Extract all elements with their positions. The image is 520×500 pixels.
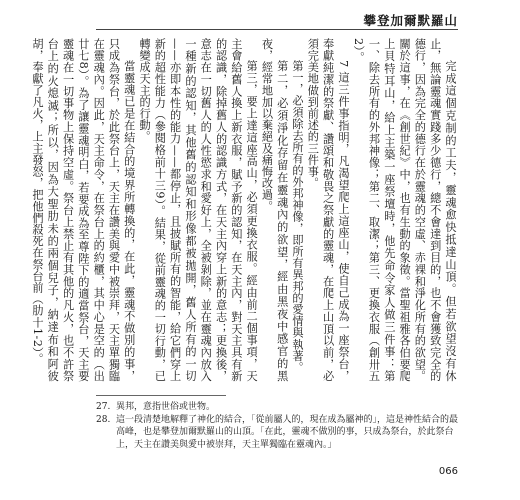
footnotes [96,401,458,451]
footnote-text: 這一段清楚地解釋了神化的結合，「從前屬人的，現在成為屬神的」，這是神性結合的最高峰，也是攀登加爾默羅山的山頂。「在此，靈魂不做別的事，只成為祭台，於此祭台上，天主在讚美與愛中被崇拜，天主單獨臨在靈魂內。」 [116,414,459,450]
footnote-number: 27. [96,402,111,412]
footnote-text: 異邦，意指世俗或世物。 [116,402,216,412]
footnote [96,401,458,414]
body-paragraph: 第一，必須除去所有的外邦神像，即所有異邦的愛情與執著。 [291,60,305,374]
body-paragraph: 完成這個克制的工夫，靈魂愈快抵達山頂。但若欲望沒有休止，無論靈魂實踐多少德行，總不會達到目的，也不會獲致完全的德行，因為完全的德行在於靈魂的空虛、赤裸和淨化所有的欲望。關於這事，在《創世紀》中，也有生動的象徵。當聖祖雅各伯要爬上貝特耳山，給上主築一座祭壇時，他先命令家人做三件事：第一、除去所有的外邦神像；第二、取潔；第三、更換衣服（創卅五2）。 [352,38,457,382]
header-rule [96,29,458,30]
footnote [96,414,458,452]
running-title: 攀登加爾默羅山 [363,13,458,28]
body-paragraph: 第二，必須淨化存留在靈魂內的欲望，經由黑夜中感官的黑夜，經常地加以棄絕及痛悔改過。 [260,38,289,382]
footnote-rule [96,395,226,396]
body-paragraph: 第三，要上達這座高山，必須更換衣服。經由前二個事項，天主會給舊人換上新衣服，賦予新的認知，在天主內，對天主具有新的認識，除掉舊人的認識方式，在天主內穿上新的意志；更換後，意志在一切舊人的人性慾求和愛好上，全被剝除，並在靈魂內放入一種新的認知，其他舊的認知和形像都被拋開，舊人所有的一切——亦即本性的能力——都停止，且披賦所有的智能，給它們穿上新的超性能力（參閱格前十三9）。結果，從前靈魂的一切行動，已轉變成天主的行動。 [138,38,259,382]
page-number: 066 [438,466,458,477]
body-paragraph: 7 這三件事指明，凡渴望爬上這座山，使自己成為一座祭台，奉獻純潔的祭獻、讚頌和敬畏之祭獻的靈魂，在爬上山頂以前，必須完美地做到前述的三件事。 [306,38,350,382]
footnote-number: 28. [96,414,111,425]
body-paragraph: 當靈魂已是在結合的境界所轉換的，在此，靈魂不做別的事，只成為祭台，於此祭台上，天主在讚美與愛中被崇拜，天主單獨臨在靈魂內。因此，天主命令，在祭台上的約櫃，其中心是空的（出廿七8）。為了讓靈魂明白，若要成為至尊陛下的適當祭台，天主要靈魂在一切事物上保持空虛。祭台上禁止有其他的凡火，也不許祭台上的火熄滅；所以，因為大聖肋未的兩個兒子，納達布和阿彼胡，奉獻了凡火，上主發怒，把他們殺死在祭台前（肋十1-2）。 [30,38,136,382]
body-text [30,38,458,382]
